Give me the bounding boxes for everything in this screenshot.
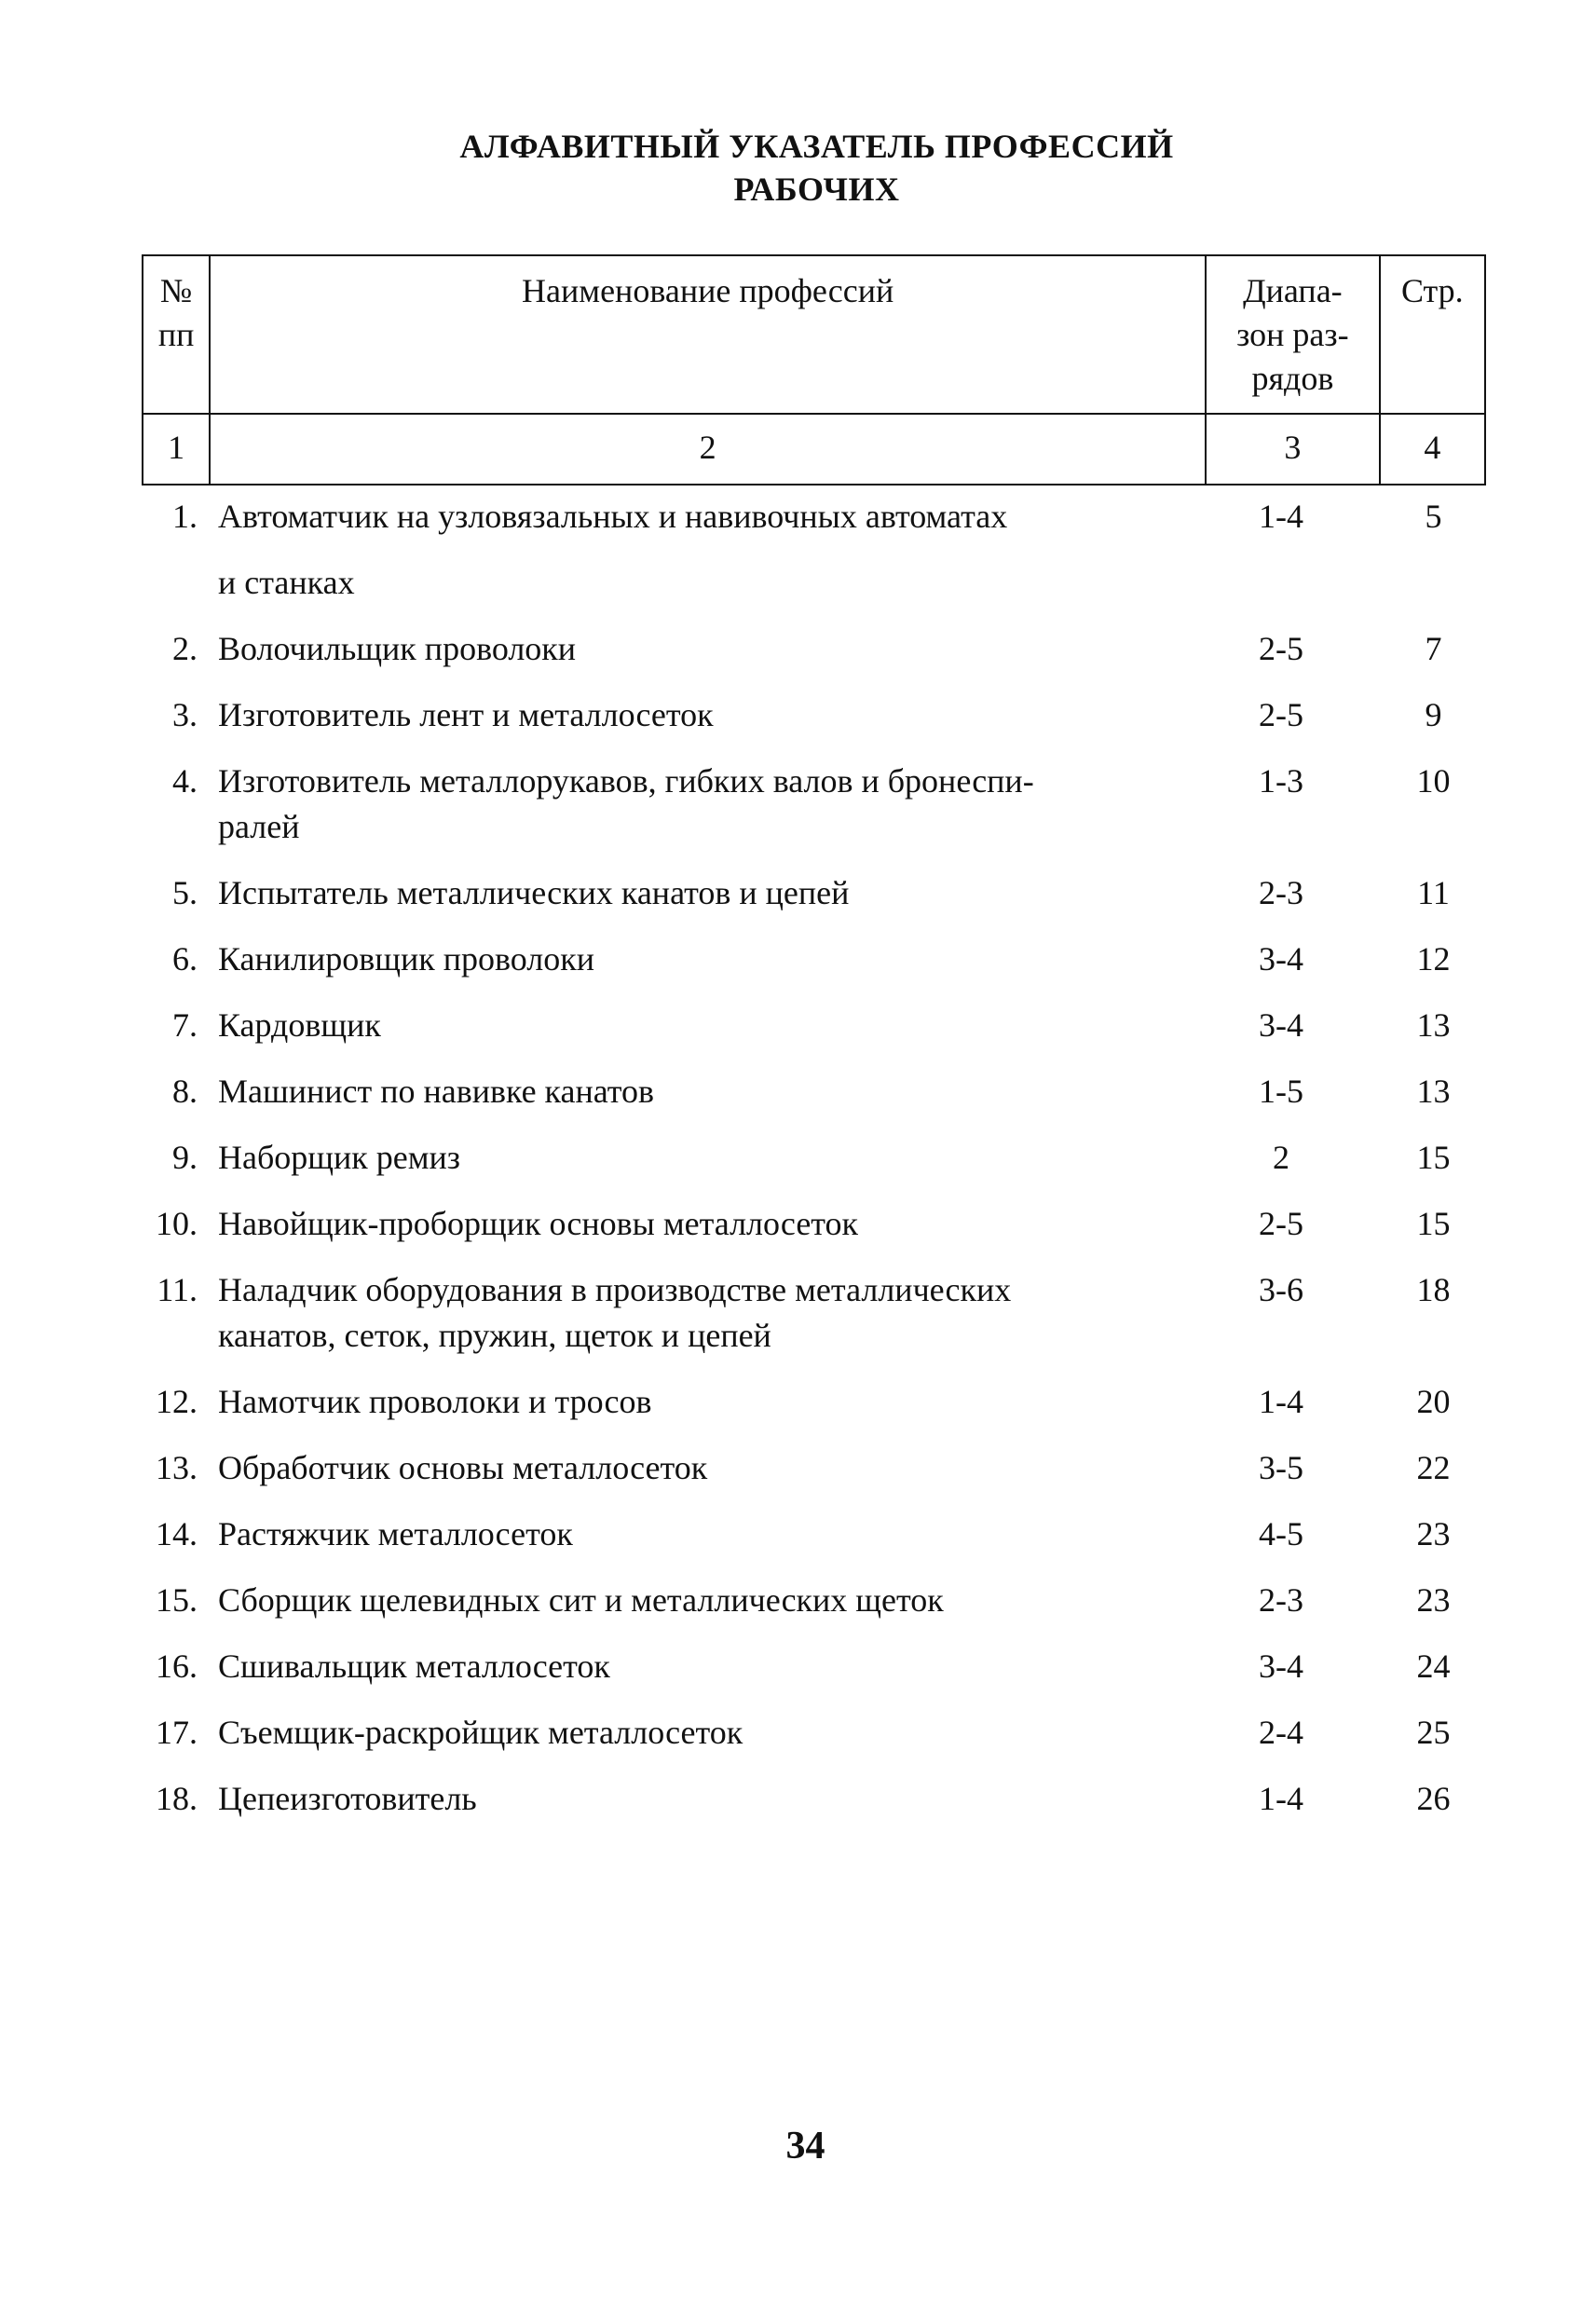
item-name: Автоматчик на узловязальных и навивочных автоматах [218, 498, 1008, 535]
header-col-number [143, 255, 210, 414]
item-range: 2-3 [1259, 874, 1303, 911]
item-name: Машинист по навивке канатов [218, 1073, 655, 1110]
header-col-range-line2: зон раз- [1236, 316, 1349, 353]
item-range: 1-3 [1259, 762, 1303, 800]
list-item [0, 1379, 1596, 1445]
item-range: 3-4 [1259, 1648, 1303, 1685]
item-range: 2 [1273, 1139, 1289, 1176]
item-page: 18 [1416, 1271, 1451, 1308]
item-page: 24 [1416, 1648, 1451, 1685]
item-name: Сборщик щелевидных сит и металлических щеток [218, 1581, 944, 1619]
list-item [0, 1644, 1596, 1710]
header-col-name: Наименование профессий [210, 255, 1206, 414]
item-name-continuation: и станках [218, 564, 355, 601]
item-name [218, 1267, 1178, 1359]
header-col-range-line3: рядов [1251, 360, 1334, 397]
item-number: 6. [172, 940, 198, 978]
item-number: 13. [156, 1449, 198, 1486]
item-range: 2-5 [1259, 630, 1303, 667]
item-number: 2. [172, 630, 198, 667]
header-numbering-row [143, 414, 1485, 485]
header-num-2: 2 [210, 414, 1206, 485]
item-name-line2: канатов, сеток, пружин, щеток и цепей [218, 1317, 771, 1354]
header-col-range-line1: Диапа- [1243, 272, 1343, 309]
item-range: 2-3 [1259, 1581, 1303, 1619]
item-name: Навойщик-проборщик основы металлосеток [218, 1205, 859, 1242]
list-item [0, 1710, 1596, 1776]
page-title-line1: АЛФАВИТНЫЙ УКАЗАТЕЛЬ ПРОФЕССИЙ [459, 128, 1174, 165]
item-page: 13 [1416, 1073, 1451, 1110]
item-name: Изготовитель лент и металлосеток [218, 696, 714, 733]
list-item [0, 1511, 1596, 1578]
item-name: Цепеизготовитель [218, 1780, 477, 1817]
list-item-continuation [0, 560, 1596, 626]
item-name-line1: Изготовитель металлорукавов, гибких валов и бронеспи- [218, 762, 1034, 800]
header-num-4: 4 [1380, 414, 1485, 485]
item-page: 12 [1416, 940, 1451, 978]
item-name: Канилировщик проволоки [218, 940, 595, 978]
item-number: 9. [172, 1139, 198, 1176]
item-page: 22 [1416, 1449, 1451, 1486]
page-title-line2: РАБОЧИХ [733, 171, 900, 208]
page-number: 34 [785, 2125, 825, 2167]
list-item [0, 692, 1596, 759]
item-range: 2-5 [1259, 1205, 1303, 1242]
item-number: 17. [156, 1714, 198, 1751]
item-name: Испытатель металлических канатов и цепей [218, 874, 850, 911]
item-number: 4. [172, 762, 198, 800]
item-page: 15 [1416, 1205, 1451, 1242]
item-number: 5. [172, 874, 198, 911]
item-range: 1-4 [1259, 498, 1303, 535]
item-name-line1: Наладчик оборудования в производстве металлических [218, 1271, 1012, 1308]
item-page: 11 [1417, 874, 1450, 911]
header-row [143, 255, 1485, 414]
item-number: 3. [172, 696, 198, 733]
item-page: 7 [1425, 630, 1442, 667]
item-number: 7. [172, 1006, 198, 1044]
item-name: Растяжчик металлосеток [218, 1515, 573, 1552]
item-page: 23 [1416, 1515, 1451, 1552]
item-range: 1-4 [1259, 1780, 1303, 1817]
item-range: 4-5 [1259, 1515, 1303, 1552]
header-col-number-line1: № [159, 272, 193, 309]
profession-list [0, 494, 1596, 1842]
item-number: 18. [156, 1780, 198, 1817]
item-number: 8. [172, 1073, 198, 1110]
item-number: 1. [172, 498, 198, 535]
list-item [0, 937, 1596, 1003]
item-number: 11. [157, 1271, 198, 1308]
item-number: 14. [156, 1515, 198, 1552]
item-range: 3-4 [1259, 1006, 1303, 1044]
list-item [0, 1069, 1596, 1135]
item-page: 13 [1416, 1006, 1451, 1044]
header-col-number-line2: пп [157, 316, 195, 353]
item-name [218, 759, 1178, 850]
item-page: 25 [1416, 1714, 1451, 1751]
list-item [0, 870, 1596, 937]
item-name: Намотчик проволоки и тросов [218, 1383, 652, 1420]
item-page: 15 [1416, 1139, 1451, 1176]
item-name: Наборщик ремиз [218, 1139, 461, 1176]
list-item [0, 1776, 1596, 1842]
index-table-header [142, 254, 1486, 485]
item-range: 1-4 [1259, 1383, 1303, 1420]
item-range: 2-5 [1259, 696, 1303, 733]
list-item [0, 1003, 1596, 1069]
item-range: 1-5 [1259, 1073, 1303, 1110]
item-page: 26 [1416, 1780, 1451, 1817]
item-range: 3-6 [1259, 1271, 1303, 1308]
item-page: 5 [1425, 498, 1442, 535]
item-page: 10 [1416, 762, 1451, 800]
header-num-1: 1 [143, 414, 210, 485]
item-range: 2-4 [1259, 1714, 1303, 1751]
list-item [0, 1267, 1596, 1379]
item-name: Волочильщик проволоки [218, 630, 577, 667]
list-item [0, 626, 1596, 692]
header-col-range [1206, 255, 1380, 414]
item-page: 23 [1416, 1581, 1451, 1619]
list-item [0, 1135, 1596, 1201]
list-item [0, 1578, 1596, 1644]
item-name: Кардовщик [218, 1006, 381, 1044]
list-item [0, 1201, 1596, 1267]
item-page: 20 [1416, 1383, 1451, 1420]
item-range: 3-4 [1259, 940, 1303, 978]
item-range: 3-5 [1259, 1449, 1303, 1486]
item-number: 15. [156, 1581, 198, 1619]
item-number: 12. [156, 1383, 198, 1420]
list-item [0, 759, 1596, 870]
item-name: Сшивальщик металлосеток [218, 1648, 610, 1685]
list-item [0, 494, 1596, 560]
item-number: 16. [156, 1648, 198, 1685]
item-name-line2: ралей [218, 808, 300, 845]
item-name: Обработчик основы металлосеток [218, 1449, 708, 1486]
header-col-page: Стр. [1380, 255, 1485, 414]
header-num-3: 3 [1206, 414, 1380, 485]
item-name: Съемщик-раскройщик металлосеток [218, 1714, 743, 1751]
item-page: 9 [1425, 696, 1442, 733]
list-item [0, 1445, 1596, 1511]
item-number: 10. [156, 1205, 198, 1242]
